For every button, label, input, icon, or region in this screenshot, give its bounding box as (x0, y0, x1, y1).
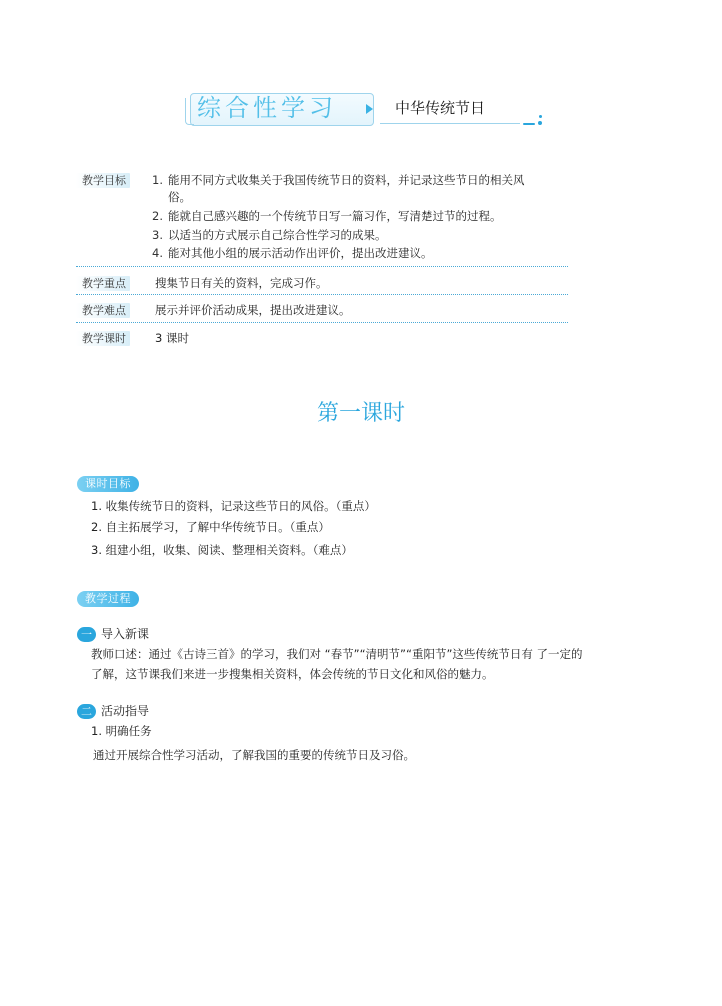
hours-label: 教学课时 (76, 331, 130, 346)
objective-1: 1. 收集传统节日的资料，记录这些节日的风俗。（重点） (91, 499, 376, 513)
section-1-line-2: 了解，这节课我们来进一步搜集相关资料，体会传统的节日文化和风俗的魅力。 (91, 667, 494, 681)
goal-3-number: 3. (152, 228, 163, 242)
decorative-dots-icon (523, 113, 545, 127)
difficulty-text: 展示并评价活动成果，提出改进建议。 (155, 303, 351, 317)
hours-text: 3 课时 (155, 331, 189, 345)
section-2-number-icon: 二 (77, 704, 96, 719)
section-2-subheading: 1. 明确任务 (91, 724, 152, 738)
objective-3: 3. 组建小组，收集、阅读、整理相关资料。（难点） (91, 543, 353, 557)
unit-subtitle: 中华传统节日 (395, 99, 486, 117)
arrow-right-icon (366, 104, 373, 114)
objective-2: 2. 自主拓展学习，了解中华传统节日。（重点） (91, 520, 330, 534)
process-label: 教学过程 (77, 591, 139, 607)
goal-4-number: 4. (152, 246, 163, 260)
goals-label: 教学目标 (76, 173, 130, 188)
lesson-title: 第一课时 (316, 401, 405, 426)
section-1-title: 导入新课 (101, 627, 150, 641)
key-points-text: 搜集节日有关的资料，完成习作。 (155, 276, 328, 290)
goal-4-line-1: 能对其他小组的展示活动作出评价，提出改进建议。 (168, 246, 433, 260)
section-1-line-1: 教师口述：通过《古诗三首》的学习，我们对 “春节”“清明节”“重阳节”这些传统节日有 了一定的 (91, 647, 583, 661)
divider (76, 266, 568, 267)
difficulty-label: 教学难点 (76, 303, 130, 318)
goal-1-line-1: 能用不同方式收集关于我国传统节日的资料，并记录这些节日的相关风 (168, 173, 525, 187)
unit-title: 综合性学习 (197, 94, 337, 122)
goal-3-line-1: 以适当的方式展示自己综合性学习的成果。 (168, 228, 387, 242)
key-points-label: 教学重点 (76, 276, 130, 291)
goal-2-line-1: 能就自己感兴趣的一个传统节日写一篇习作，写清楚过节的过程。 (168, 209, 502, 223)
goal-1-number: 1. (152, 173, 163, 187)
section-1-number-icon: 一 (77, 627, 96, 642)
section-2-line-1: 通过开展综合性学习活动，了解我国的重要的传统节日及习俗。 (93, 748, 415, 762)
banner-underline (380, 123, 520, 124)
section-2-title: 活动指导 (101, 704, 150, 718)
goal-2-number: 2. (152, 209, 163, 223)
divider (76, 294, 568, 295)
objectives-label: 课时目标 (77, 476, 139, 492)
divider (76, 322, 568, 323)
goal-1-line-2: 俗。 (168, 190, 191, 204)
